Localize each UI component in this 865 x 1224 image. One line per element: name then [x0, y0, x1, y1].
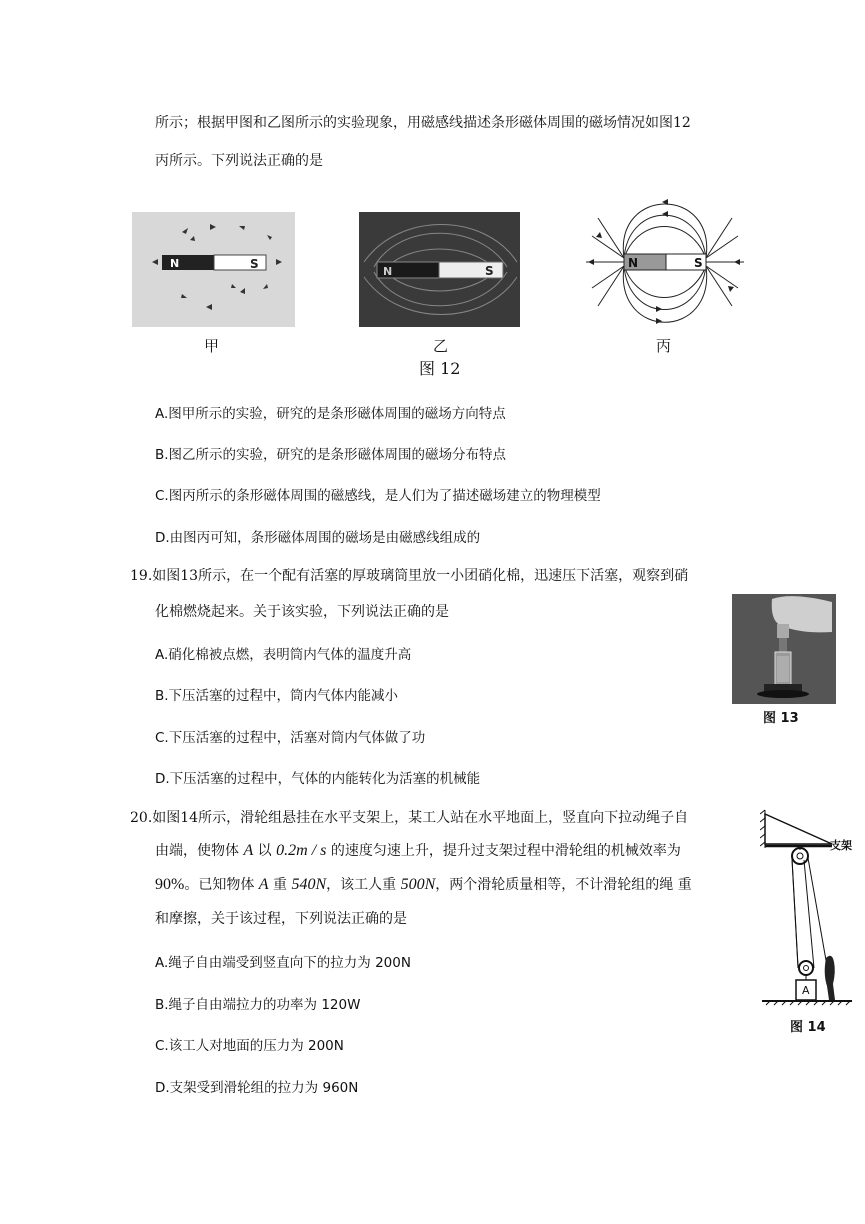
q20-var-a: A [258, 876, 269, 893]
q20-option-a: A.绳子自由端受到竖直向下的拉力为 200N [155, 955, 411, 971]
q20-speed: 0.2m / s [276, 842, 327, 859]
q18-option-a: A.图甲所示的实验，研究的是条形磁体周围的磁场方向特点 [155, 406, 506, 422]
q20-efficiency: 90% [155, 876, 185, 893]
q20-weight-a: 540N [291, 876, 327, 893]
yi-magnet-s-label: S [485, 264, 494, 278]
jia-magnet-n-label: N [170, 257, 180, 270]
q20-option-b: B.绳子自由端拉力的功率为 120W [155, 997, 361, 1013]
intro-line-1: 所示；根据甲图和乙图所示的实验现象，用磁感线描述条形磁体周围的磁场情况如图12 [155, 115, 691, 131]
q20-text: 重 [268, 877, 292, 893]
figure-13-image [732, 594, 836, 704]
intro-line-2: 丙所示。下列说法正确的是 [155, 153, 323, 169]
q20-option-c: C.该工人对地面的压力为 200N [155, 1038, 344, 1054]
jia-magnet-s-label: S [250, 257, 259, 271]
figure-12-jia-image [132, 212, 295, 327]
figure-14-bracket-label: 支架 [830, 839, 852, 852]
q18-option-b: B.图乙所示的实验，研究的是条形磁体周围的磁场分布特点 [155, 447, 507, 463]
q20-var-a: A [243, 842, 254, 859]
q20-stem-line-4: 和摩擦，关于该过程，下列说法正确的是 [155, 911, 407, 927]
bing-magnet-n-label: N [628, 256, 639, 270]
q20-text: 。已知物体 [184, 877, 259, 893]
figure-12-yi-image [359, 212, 520, 327]
figure-12-caption: 图 12 [419, 359, 461, 378]
q20-text: 由端，使物体 [155, 843, 244, 859]
q20-stem-line-2 [155, 840, 681, 860]
figure-14-block-label: A [802, 984, 810, 997]
q18-option-c: C.图丙所示的条形磁体周围的磁感线，是人们为了描述磁场建立的物理模型 [155, 488, 601, 504]
figure-12-jia-label: 甲 [204, 337, 220, 355]
figure-13-caption: 图 13 [763, 711, 799, 726]
q20-option-d: D.支架受到滑轮组的拉力为 960N [155, 1080, 359, 1096]
q20-stem-line-1: 20.如图14所示，滑轮组悬挂在水平支架上，某工人站在水平地面上，竖直向下拉动绳子自 [130, 810, 689, 826]
q19-option-a: A.硝化棉被点燃，表明筒内气体的温度升高 [155, 647, 412, 663]
q18-option-d: D.由图丙可知，条形磁体周围的磁场是由磁感线组成的 [155, 530, 481, 546]
q20-stem-line-3 [155, 874, 692, 894]
q19-option-d: D.下压活塞的过程中，气体的内能转化为活塞的机械能 [155, 771, 481, 787]
figure-12-bing-image [584, 196, 746, 336]
q20-text: ，两个滑轮质量相等，不计滑轮组的绳 重 [435, 877, 692, 893]
q20-text: 以 [253, 843, 277, 859]
q19-stem-line-1: 19.如图13所示，在一个配有活塞的厚玻璃筒里放一小团硝化棉，迅速压下活塞，观察到硝 [130, 568, 689, 584]
yi-magnet-n-label: N [383, 265, 393, 278]
q20-text: ，该工人重 [326, 877, 401, 893]
q20-text: 的速度匀速上升，提升过支架过程中滑轮组的机械效率为 [326, 843, 681, 859]
q19-option-c: C.下压活塞的过程中，活塞对筒内气体做了功 [155, 730, 426, 746]
figure-12-bing-label: 丙 [656, 337, 672, 355]
q19-option-b: B.下压活塞的过程中，筒内气体内能减小 [155, 688, 399, 704]
figure-14-image [760, 808, 860, 1013]
bing-magnet-s-label: S [694, 256, 703, 270]
q19-stem-line-2: 化棉燃烧起来。关于该实验，下列说法正确的是 [155, 604, 449, 620]
figure-14-caption: 图 14 [790, 1020, 826, 1035]
figure-12-yi-label: 乙 [433, 337, 449, 355]
q20-weight-worker: 500N [400, 876, 436, 893]
